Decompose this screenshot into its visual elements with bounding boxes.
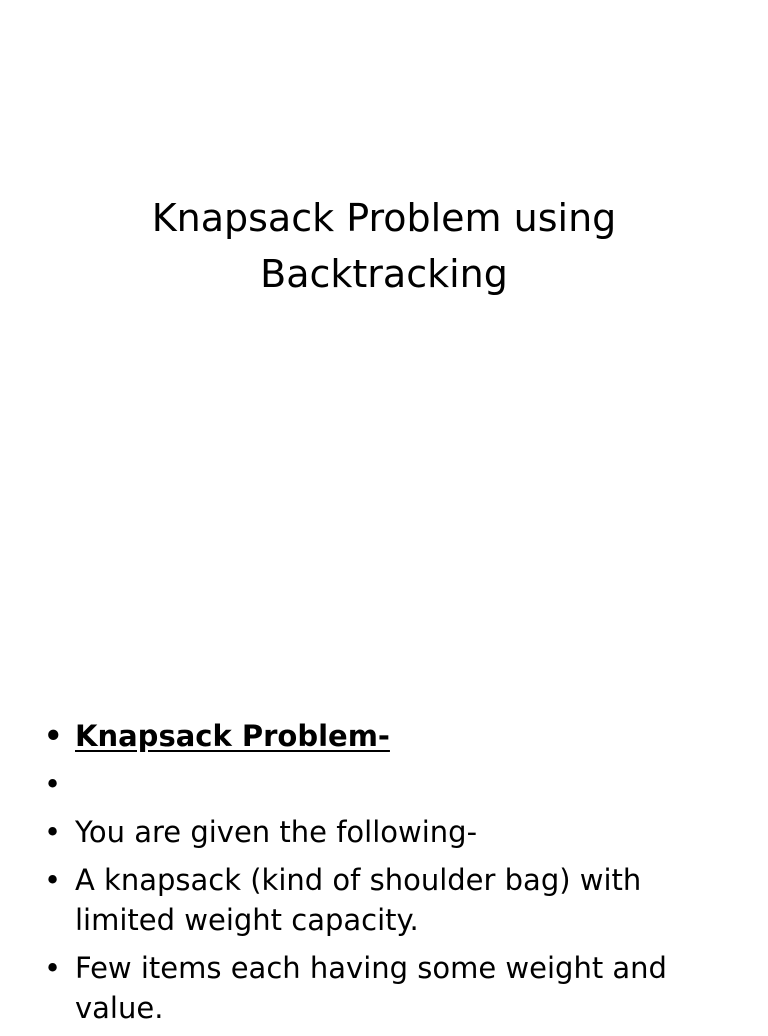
slide-title-line-2: Backtracking (260, 252, 508, 296)
bullet-icon: • (44, 951, 62, 985)
bullet-item (44, 812, 734, 852)
bullet-icon: • (44, 863, 62, 897)
bullet-item (44, 860, 734, 940)
bullet-text: You are given the following- (75, 815, 478, 849)
bullet-icon: • (44, 719, 63, 753)
content-slide (0, 576, 768, 1024)
bullet-icon: • (44, 767, 62, 801)
slide-title-line-1: Knapsack Problem using (151, 196, 617, 240)
bullet-text: Knapsack Problem- (75, 719, 390, 753)
bullet-text: Few items each having some weight and value. (75, 951, 667, 1025)
bullet-item-empty (44, 764, 734, 804)
bullet-text: A knapsack (kind of shoulder bag) with limited weight capacity. (75, 863, 642, 937)
bullet-item-heading (44, 716, 734, 756)
bullet-icon: • (44, 815, 62, 849)
bullet-list (44, 716, 734, 1036)
slide-title (84, 190, 684, 302)
bullet-item (44, 948, 734, 1028)
